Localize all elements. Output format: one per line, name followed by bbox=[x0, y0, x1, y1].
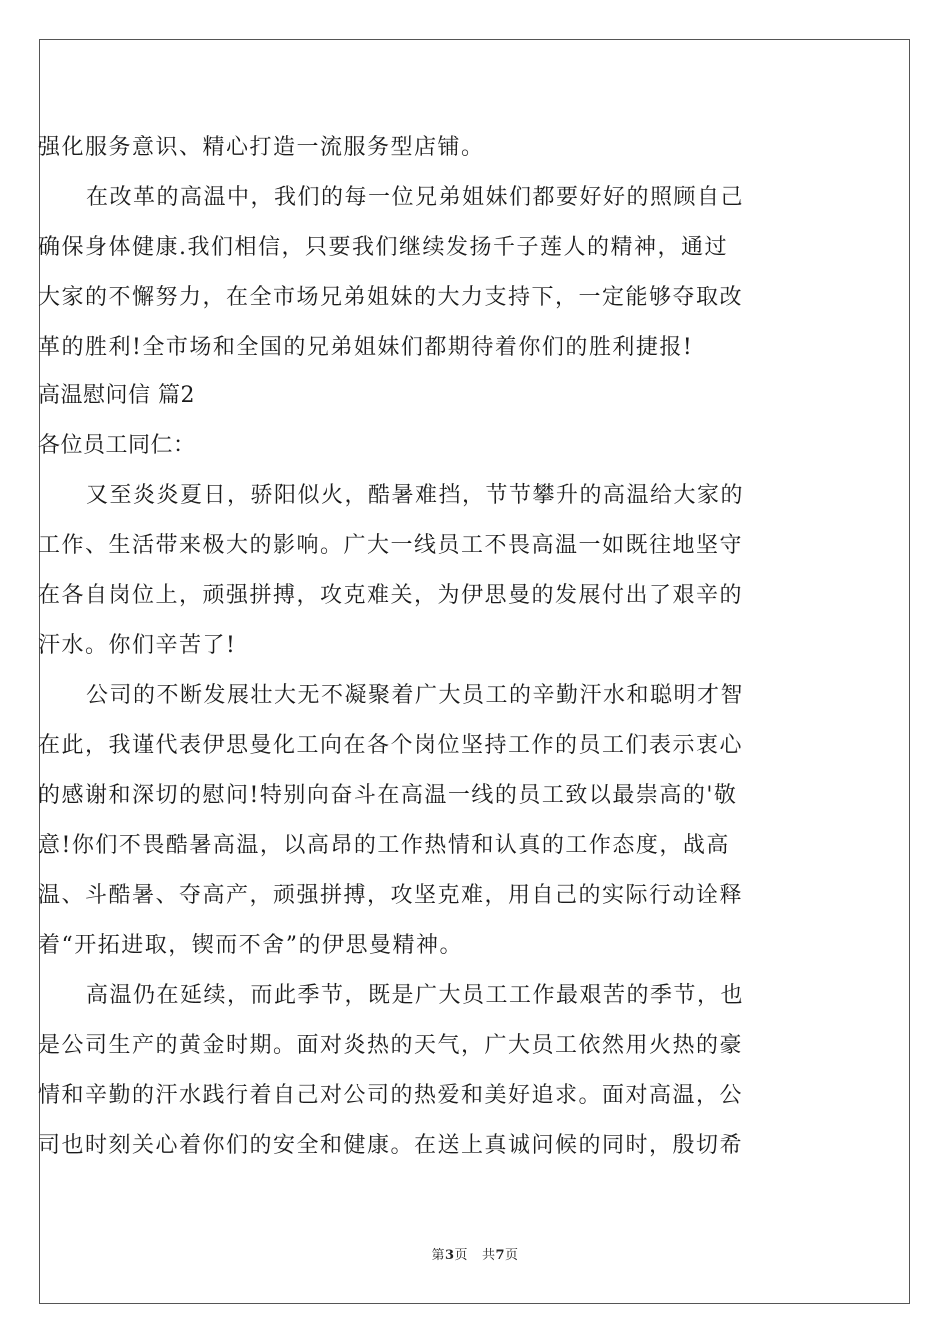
text-line: 意!你们不畏酷暑高温，以高昂的工作热情和认真的工作态度，战高 bbox=[38, 833, 730, 858]
text-line: 情和辛勤的汗水践行着自己对公司的热爱和美好追求。面对高温，公 bbox=[38, 1083, 744, 1108]
page-prefix: 第 bbox=[431, 1248, 445, 1263]
page-suffix: 页 bbox=[454, 1248, 469, 1263]
section-title: 高温慰问信 篇2 bbox=[38, 383, 195, 408]
paragraph-line: 公司的不断发展壮大无不凝聚着广大员工的辛勤汗水和聪明才智 bbox=[86, 683, 745, 708]
page-border bbox=[39, 39, 910, 1304]
text-line: 工作、生活带来极大的影响。广大一线员工不畏高温一如既往地坚守 bbox=[38, 533, 744, 558]
page-number: 3 bbox=[444, 1248, 455, 1263]
text-line: 着“开拓进取，锲而不舍”的伊思曼精神。 bbox=[38, 933, 463, 958]
total-suffix: 页 bbox=[505, 1248, 519, 1263]
text-line: 的感谢和深切的慰问!特别向奋斗在高温一线的员工致以最崇高的'敬 bbox=[38, 783, 738, 808]
text-line: 司也时刻关心着你们的安全和健康。在送上真诚问候的同时，殷切希 bbox=[38, 1133, 744, 1158]
page-footer bbox=[0, 1248, 950, 1264]
text-line: 大家的不懈努力，在全市场兄弟姐妹的大力支持下，一定能够夺取改 bbox=[38, 285, 744, 310]
total-prefix: 共 bbox=[481, 1248, 496, 1263]
text-line: 温、斗酷暑、夺高产，顽强拼搏，攻坚克难，用自己的实际行动诠释 bbox=[38, 883, 744, 908]
text-line: 确保身体健康.我们相信，只要我们继续发扬千子莲人的精神，通过 bbox=[38, 235, 728, 260]
text-line: 是公司生产的黄金时期。面对炎热的天气，广大员工依然用火热的豪 bbox=[38, 1033, 744, 1058]
text-line: 革的胜利!全市场和全国的兄弟姐妹们都期待着你们的胜利捷报! bbox=[38, 335, 694, 360]
text-line: 强化服务意识、精心打造一流服务型店铺。 bbox=[38, 135, 485, 160]
text-line: 在此，我谨代表伊思曼化工向在各个岗位坚持工作的员工们表示衷心 bbox=[38, 733, 744, 758]
paragraph-line: 高温仍在延续，而此季节，既是广大员工工作最艰苦的季节，也 bbox=[86, 983, 745, 1008]
paragraph-line: 又至炎炎夏日，骄阳似火，酷暑难挡，节节攀升的高温给大家的 bbox=[86, 483, 745, 508]
salutation: 各位员工同仁： bbox=[38, 433, 196, 458]
text-line: 汗水。你们辛苦了! bbox=[38, 633, 237, 658]
text-line: 在各自岗位上，顽强拼搏，攻克难关，为伊思曼的发展付出了艰辛的 bbox=[38, 583, 744, 608]
paragraph-line: 在改革的高温中，我们的每一位兄弟姐妹们都要好好的照顾自己 bbox=[86, 185, 745, 210]
total-pages: 7 bbox=[495, 1248, 506, 1263]
